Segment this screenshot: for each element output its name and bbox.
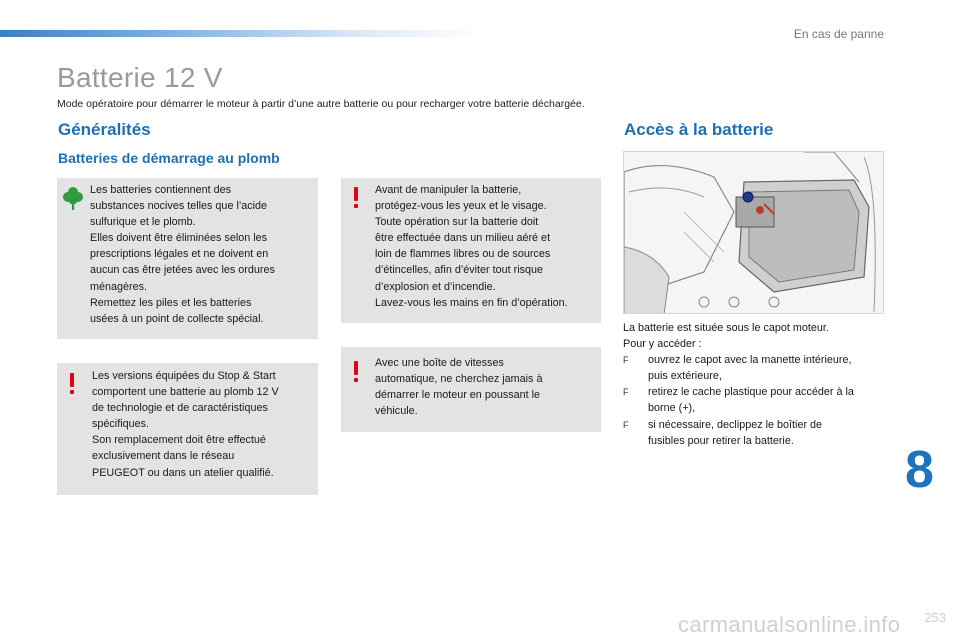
warning-stopstart-text: Les versions équipées du Stop & Start comportent une batterie au plomb 12 V de technologie et de caractéristiques spécifiques. Son remplacement doit être effectué exclusivement dans le réseau PEUGEOT ou dans un atelier qualifié. xyxy=(92,370,279,479)
bullet-icon: F xyxy=(623,387,629,398)
page-number: 253 xyxy=(924,610,946,625)
watermark: carmanualsonline.info xyxy=(678,612,901,637)
eco-note-text: Les batteries contiennent des substances nocives telles que l’acide sulfurique et le plomb. Elles doivent être éliminées selon les prescriptions légales et ne doivent en aucun cas être jetées avec les ordures ménagères. Remettez les piles et les batteries usées à un point de collecte spécial. xyxy=(90,184,275,325)
acces-heading: Accès à la batterie xyxy=(624,120,774,139)
acces-intro-1: La batterie est située sous le capot moteur. xyxy=(623,322,829,334)
list-item xyxy=(623,352,854,384)
engine-bay-photo xyxy=(623,151,884,314)
warning-gearbox-box xyxy=(341,347,601,432)
warning-handling-box xyxy=(341,178,601,323)
warning-exclamation-icon xyxy=(352,361,360,383)
bullet-icon: F xyxy=(623,355,629,366)
warning-stopstart-box xyxy=(57,363,318,495)
acces-step-text: si nécessaire, declippez le boîtier de fusibles pour retirer la batterie. xyxy=(648,418,823,447)
engine-bay-illustration xyxy=(624,152,884,314)
list-item xyxy=(623,384,854,416)
warning-exclamation-icon xyxy=(68,373,76,395)
chapter-number: 8 xyxy=(905,441,934,499)
lead-batteries-subheading: Batteries de démarrage au plomb xyxy=(58,150,280,166)
acces-step-text: retirez le cache plastique pour accéder à la borne (+), xyxy=(648,386,854,415)
page-subtitle: Mode opératoire pour démarrer le moteur à partir d’une autre batterie ou pour recharger votre batterie déchargée. xyxy=(57,98,585,110)
warning-handling-text: Avant de manipuler la batterie, protégez-vous les yeux et le visage. Toute opération sur la batterie doit être effectuée dans un milieu aéré et loin de flammes libres ou de sources d’étincelles, afin d’éviter tout risque d’explosion et d’incendie. Lavez-vous les mains en fin d’opération. xyxy=(375,184,568,309)
bullet-icon: F xyxy=(623,419,629,430)
section-label: En cas de panne xyxy=(793,27,884,41)
warning-gearbox-text: Avec une boîte de vitesses automatique, ne cherchez jamais à démarrer le moteur en poussant le véhicule. xyxy=(375,357,543,418)
acces-step-text: ouvrez le capot avec la manette intérieure, puis extérieure, xyxy=(648,354,852,383)
eco-leaf-icon xyxy=(62,185,84,211)
acces-instructions xyxy=(623,320,854,449)
page-title: Batterie 12 V xyxy=(57,62,223,93)
generalites-heading: Généralités xyxy=(58,120,151,139)
list-item xyxy=(623,417,854,449)
warning-exclamation-icon xyxy=(352,187,360,209)
header-accent-bar xyxy=(0,30,480,37)
acces-intro-2: Pour y accéder : xyxy=(623,338,702,351)
eco-note-box xyxy=(57,178,318,339)
